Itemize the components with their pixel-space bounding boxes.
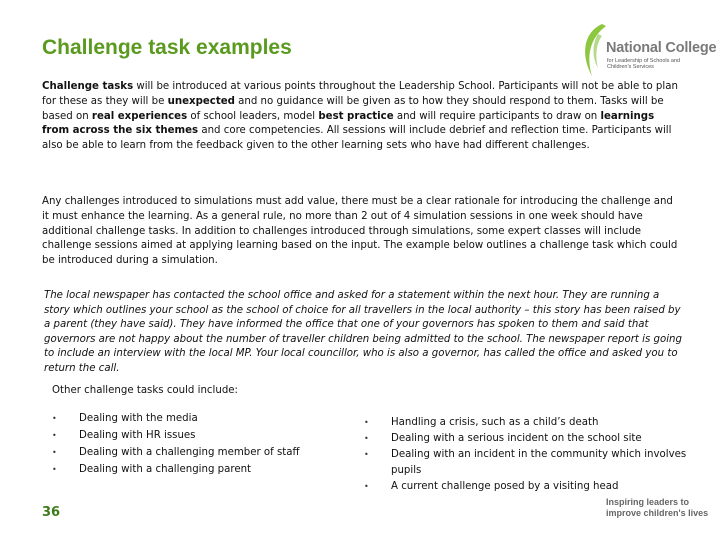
list-item: [52, 427, 352, 444]
text-bold: Challenge tasks: [42, 81, 134, 92]
text-bold: learnings from across the six themes: [42, 110, 655, 137]
national-college-logo: [578, 20, 717, 82]
tasks-list-left: [52, 410, 352, 478]
text-bold: real experiences: [91, 110, 188, 122]
example-scenario: The local newspaper has contacted the school office and asked for a statement within the next hour. They are running a story which outlines your school as the school of choice for all travellers in the local authority – this story has been raised by a parent (they have said). They have informed the office that one of your governors has spoken to them and said that governors are not happy about the number of traveller children being admitted to the school. The newspaper report is going to include an interview with the local MP. Your local councillor, who is also a governor, has called the office and asked you to return the call.: [44, 290, 682, 374]
bullet-icon: •: [52, 414, 57, 423]
footer-tagline: Inspiring leaders to improve children's lives: [606, 497, 709, 518]
tasks-list-right: [364, 415, 704, 495]
list-item-text: Dealing with a challenging member of staff: [79, 447, 300, 458]
text: and no guidance will be given as to how they should respond to them. Tasks will be based on: [42, 95, 664, 122]
list-item-text: Dealing with HR issues: [79, 430, 196, 441]
bullet-icon: •: [52, 431, 57, 440]
bullet-icon: •: [364, 450, 369, 459]
list-item: [52, 444, 352, 461]
bullet-icon: •: [52, 448, 57, 457]
list-item-text: Handling a crisis, such as a child’s death: [391, 417, 599, 428]
text-bold: best practice: [318, 110, 394, 122]
text: of school leaders, model: [187, 110, 319, 122]
rationale-paragraph: Any challenges introduced to simulations must add value, there must be a clear rationale for introducing the challenge and it must enhance the learning. As a general rule, no more than 2 out of 4 simulation sessions in one week should have additional challenge tasks. In addition to challenges introduced through simulations, some expert classes will include challenge sessions aimed at applying learning based on the input. The example below outlines a challenge task which could be introduced during a simulation.: [42, 196, 678, 267]
logo-name: National College: [606, 40, 717, 56]
list-item-text: Dealing with a challenging parent: [79, 464, 252, 475]
intro-paragraph: [42, 80, 682, 154]
page-title: Challenge task examples: [42, 36, 292, 59]
list-item-text: Dealing with an incident in the community which involves pupils: [391, 449, 687, 476]
text: and core competencies. All sessions will include debrief and reflection time. Participants will also be able to learn from the feedback given to the other learning sets who have had different challenges.: [42, 125, 672, 152]
page-number: 36: [42, 505, 61, 520]
list-item: [52, 461, 352, 478]
bullet-icon: •: [364, 482, 369, 491]
bullet-icon: •: [364, 434, 369, 443]
list-item-text: Dealing with the media: [79, 413, 198, 424]
list-item: [364, 447, 704, 479]
logo-subtitle: for Leadership of Schools and Children's Services: [607, 58, 681, 70]
bullet-icon: •: [52, 465, 57, 474]
text: and will require participants to draw on: [393, 110, 601, 122]
other-tasks-intro: Other challenge tasks could include:: [52, 385, 238, 396]
list-item: [364, 431, 704, 447]
list-item: [364, 479, 704, 495]
list-item: [52, 410, 352, 427]
text-bold: unexpected: [167, 95, 235, 107]
bullet-icon: •: [364, 418, 369, 427]
list-item: [364, 415, 704, 431]
text: will be introduced at various points throughout the Leadership School. Participants will not be able to plan for these as they will be: [42, 81, 678, 107]
list-item-text: Dealing with a serious incident on the school site: [391, 433, 642, 444]
list-item-text: A current challenge posed by a visiting head: [391, 481, 619, 492]
